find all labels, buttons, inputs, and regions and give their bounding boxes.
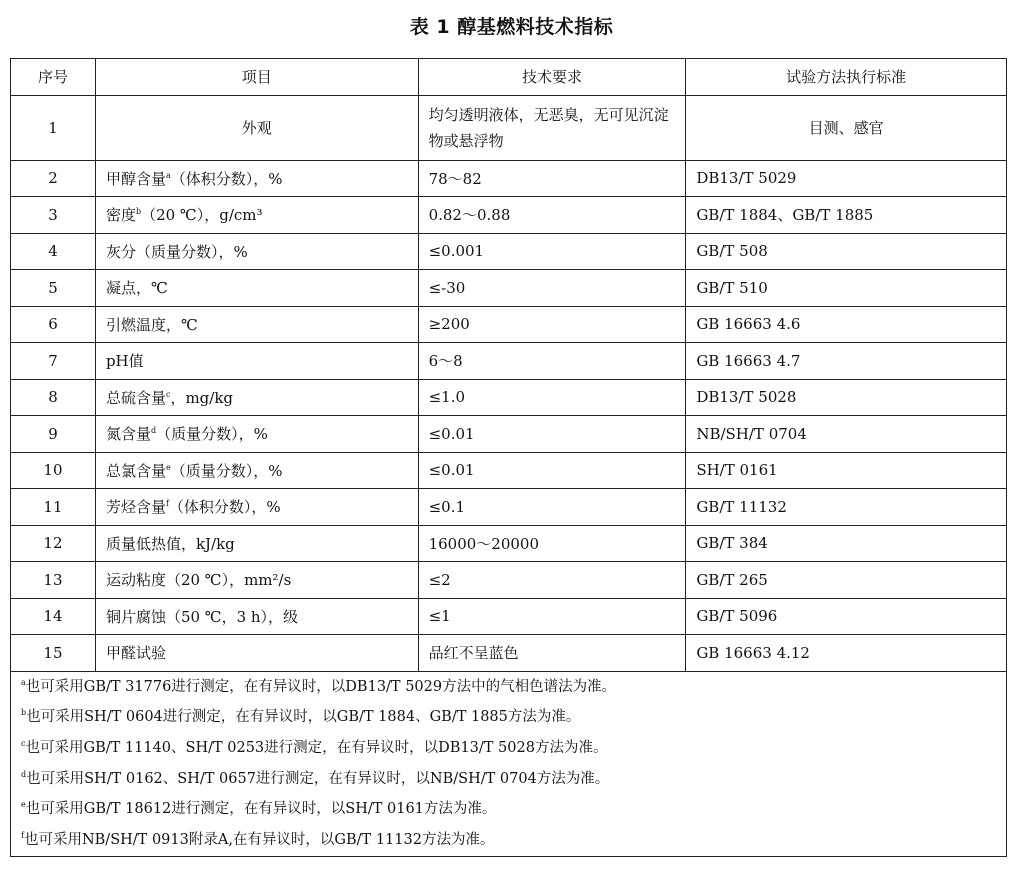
row-item-label: 甲醛试验 [105, 644, 166, 663]
row-item [95, 562, 418, 599]
row-index: 2 [11, 160, 96, 197]
row-item [95, 197, 418, 234]
row-item [95, 489, 418, 526]
row-item [95, 160, 418, 197]
footnote-marker: e [21, 800, 26, 810]
table-row [11, 489, 1007, 526]
row-item [95, 416, 418, 453]
row-item-unit: （质量分数），% [170, 461, 283, 480]
row-test-method: GB 16663 4.12 [686, 635, 1007, 672]
footnote-marker: a [165, 170, 171, 180]
row-index: 7 [11, 343, 96, 380]
row-test-method: GB/T 5096 [686, 598, 1007, 635]
footnote [21, 825, 996, 856]
row-index: 15 [11, 635, 96, 672]
footnote-marker: a [21, 677, 26, 687]
row-item-unit: ，mg/kg [170, 388, 234, 407]
row-index: 11 [11, 489, 96, 526]
row-requirement: ≤2 [418, 562, 686, 599]
row-requirement: 均匀透明液体，无恶臭，无可见沉淀物或悬浮物 [418, 95, 686, 160]
table-row [11, 379, 1007, 416]
table-row [11, 598, 1007, 635]
header-requirement: 技术要求 [418, 59, 686, 96]
row-test-method: GB 16663 4.6 [686, 306, 1007, 343]
table-row [11, 635, 1007, 672]
footnote-marker: d [21, 769, 27, 779]
row-test-method: DB13/T 5028 [686, 379, 1007, 416]
row-test-method: GB/T 510 [686, 270, 1007, 307]
row-item-label: 铜片腐蚀（50 ℃，3 h），级 [105, 607, 299, 626]
row-item [95, 233, 418, 270]
row-index: 6 [11, 306, 96, 343]
row-index: 9 [11, 416, 96, 453]
row-item [95, 452, 418, 489]
table-row [11, 525, 1007, 562]
row-item-label: 灰分（质量分数），% [105, 242, 248, 261]
row-item [95, 306, 418, 343]
footnotes [11, 671, 1007, 856]
row-item [95, 343, 418, 380]
row-index: 8 [11, 379, 96, 416]
table-header-row [11, 59, 1007, 96]
footnote [21, 702, 996, 733]
row-test-method: NB/SH/T 0704 [686, 416, 1007, 453]
row-test-method: GB/T 11132 [686, 489, 1007, 526]
row-index: 4 [11, 233, 96, 270]
table-row [11, 562, 1007, 599]
footnote-marker: e [165, 462, 171, 472]
row-index: 1 [11, 95, 96, 160]
footnote-text: 也可采用GB/T 11140、SH/T 0253进行测定，在有异议时，以DB13/T 5028方法为准。 [25, 739, 608, 756]
row-item-label: 密度 [105, 206, 136, 225]
footnote [21, 764, 996, 795]
row-requirement: 品红不呈蓝色 [418, 635, 686, 672]
row-test-method: SH/T 0161 [686, 452, 1007, 489]
row-item-label: pH值 [105, 352, 144, 371]
row-item-label: 总硫含量 [105, 388, 166, 407]
footnote-text: 也可采用SH/T 0604进行测定，在有异议时，以GB/T 1884、GB/T 1885方法为准。 [26, 709, 581, 726]
table-row [11, 306, 1007, 343]
row-index: 5 [11, 270, 96, 307]
row-item-label: 运动粘度（20 ℃），mm²/s [105, 571, 292, 590]
row-item [95, 598, 418, 635]
row-index: 13 [11, 562, 96, 599]
row-index: 14 [11, 598, 96, 635]
row-requirement: ≤-30 [418, 270, 686, 307]
table-row [11, 343, 1007, 380]
row-requirement: ≤0.1 [418, 489, 686, 526]
table-row [11, 233, 1007, 270]
row-item-unit: （20 ℃），g/cm³ [141, 206, 263, 225]
row-item-label: 总氯含量 [105, 461, 166, 480]
row-item-unit: （体积分数），% [170, 169, 283, 188]
footnote [21, 672, 996, 703]
footnote-text: 也可采用SH/T 0162、SH/T 0657进行测定，在有异议时，以NB/SH/T 0704方法为准。 [26, 770, 610, 787]
footnote-marker: c [21, 738, 26, 748]
row-requirement: 78～82 [418, 160, 686, 197]
row-requirement: 6～8 [418, 343, 686, 380]
row-item-label: 凝点，℃ [105, 279, 168, 298]
row-item-label: 质量低热值，kJ/kg [105, 534, 235, 553]
footnote [21, 794, 996, 825]
footnote-marker: b [135, 207, 142, 217]
row-requirement: ≤1 [418, 598, 686, 635]
row-requirement: ≤0.01 [418, 452, 686, 489]
row-item [95, 379, 418, 416]
footnote-marker: f [165, 499, 169, 509]
table-row [11, 416, 1007, 453]
footnote-text: 也可采用GB/T 31776进行测定，在有异议时，以DB13/T 5029方法中的气相色谱法为准。 [25, 678, 617, 695]
row-requirement: ≤1.0 [418, 379, 686, 416]
row-item: 外观 [95, 95, 418, 160]
footnote-marker: f [21, 830, 24, 840]
row-item-label: 引燃温度，℃ [105, 315, 198, 334]
row-index: 12 [11, 525, 96, 562]
table-row [11, 197, 1007, 234]
row-requirement: ≤0.01 [418, 416, 686, 453]
table-row [11, 95, 1007, 160]
row-requirement: ≥200 [418, 306, 686, 343]
row-item-unit: （体积分数），% [168, 498, 281, 517]
row-test-method: DB13/T 5029 [686, 160, 1007, 197]
table-row [11, 270, 1007, 307]
table-row [11, 452, 1007, 489]
row-item [95, 635, 418, 672]
row-requirement: 0.82～0.88 [418, 197, 686, 234]
row-test-method: GB/T 508 [686, 233, 1007, 270]
footnote [21, 733, 996, 764]
row-test-method: GB/T 265 [686, 562, 1007, 599]
row-item-unit: （质量分数），% [156, 425, 268, 444]
row-test-method: GB/T 1884、GB/T 1885 [686, 197, 1007, 234]
spec-table [10, 58, 1007, 857]
row-requirement: ≤0.001 [418, 233, 686, 270]
table-row [11, 160, 1007, 197]
notes-row [11, 671, 1007, 856]
row-index: 3 [11, 197, 96, 234]
row-item-label: 芳烃含量 [105, 498, 166, 517]
row-item-label: 甲醇含量 [105, 169, 166, 188]
header-index: 序号 [11, 59, 96, 96]
row-item [95, 525, 418, 562]
table-title: 表 1 醇基燃料技术指标 [409, 16, 614, 38]
row-test-method: GB/T 384 [686, 525, 1007, 562]
footnote-text: 也可采用GB/T 18612进行测定，在有异议时，以SH/T 0161方法为准。 [25, 801, 497, 818]
footnote-text: 也可采用NB/SH/T 0913附录A,在有异议时，以GB/T 11132方法为准。 [23, 831, 495, 848]
row-test-method: 目测、感官 [686, 95, 1007, 160]
row-item-label: 氮含量 [105, 425, 151, 444]
footnote-marker: c [165, 389, 171, 399]
row-test-method: GB 16663 4.7 [686, 343, 1007, 380]
footnote-marker: d [150, 426, 157, 436]
row-requirement: 16000～20000 [418, 525, 686, 562]
header-item: 项目 [95, 59, 418, 96]
row-item [95, 270, 418, 307]
row-index: 10 [11, 452, 96, 489]
footnote-marker: b [21, 708, 27, 718]
header-test-method: 试验方法执行标准 [686, 59, 1007, 96]
